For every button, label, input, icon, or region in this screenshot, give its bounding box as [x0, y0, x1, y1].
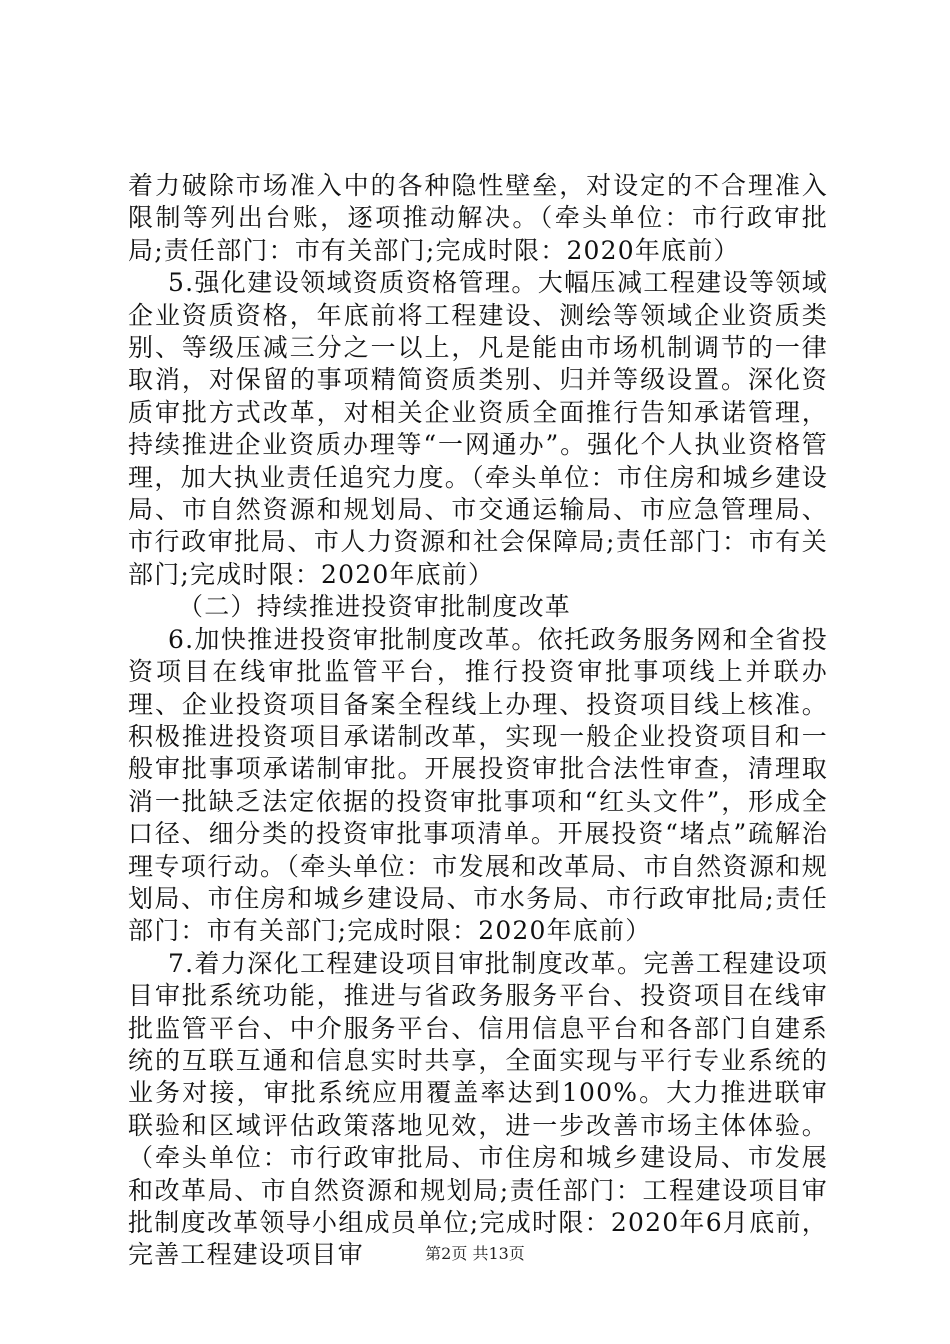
document-body: [128, 170, 828, 1272]
page-footer: 第2页 共13页: [425, 1244, 525, 1263]
section-heading: （二）持续推进投资审批制度改革: [178, 592, 572, 622]
paragraph-item-7: 7.着力深化工程建设项目审批制度改革。完善工程建设项目审批系统功能，推进与省政务服务平台、投资项目在线审批监管平台、中介服务平台、信用信息平台和各部门自建系统的互联互通和信息实时共享，全面实现与平行专业系统的业务对接，审批系统应用覆盖率达到100%。大力推进联审联验和区域评估政策落地见效，进一步改善市场主体体验。（牵头单位：市行政审批局、市住房和城乡建设局、市发展和改革局、市自然资源和规划局;责任部门：工程建设项目审批制度改革领导小组成员单位;完成时限：2020年6月底前，完善工程建设项目审: [128, 948, 828, 1270]
paragraph-continuation: 着力破除市场准入中的各种隐性壁垒，对设定的不合理准入限制等列出台账，逐项推动解决。（牵头单位：市行政审批局;责任部门：市有关部门;完成时限：2020年底前）: [128, 171, 828, 265]
paragraph-item-6: 6.加快推进投资审批制度改革。依托政务服务网和全省投资项目在线审批监管平台，推行投资审批事项线上并联办理、企业投资项目备案全程线上办理、投资项目线上核准。积极推进投资项目承诺制改革，实现一般企业投资项目和一般审批事项承诺制审批。开展投资审批合法性审查，清理取消一批缺乏法定依据的投资审批事项和“红头文件”，形成全口径、细分类的投资审批事项清单。开展投资“堵点”疏解治理专项行动。（牵头单位：市发展和改革局、市自然资源和规划局、市住房和城乡建设局、市水务局、市行政审批局;责任部门：市有关部门;完成时限：2020年底前）: [128, 624, 828, 946]
paragraph-item-5: 5.强化建设领域资质资格管理。大幅压减工程建设等领域企业资质资格，年底前将工程建设、测绘等领域企业资质类别、等级压减三分之一以上，凡是能由市场机制调节的一律取消，对保留的事项精简资质类别、归并等级设置。深化资质审批方式改革，对相关企业资质全面推行告知承诺管理，持续推进企业资质办理等“一网通办”。强化个人执业资格管理，加大执业责任追究力度。（牵头单位：市住房和城乡建设局、市自然资源和规划局、市交通运输局、市应急管理局、市行政审批局、市人力资源和社会保障局;责任部门：市有关部门;完成时限：2020年底前）: [128, 268, 828, 589]
